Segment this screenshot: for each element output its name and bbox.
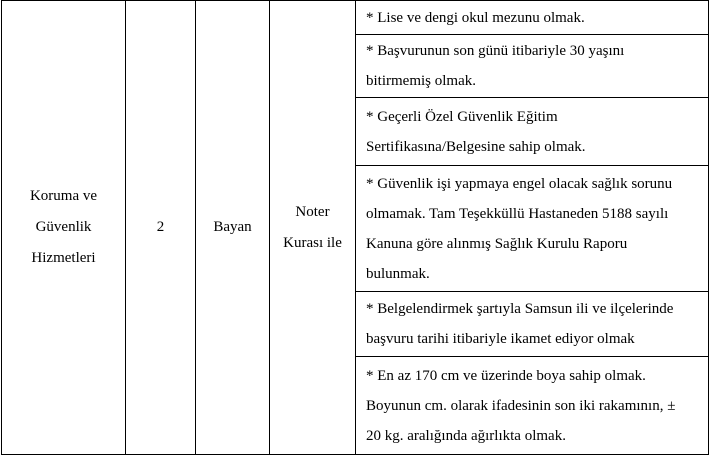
requirement-line: Kanuna göre alınmış Sağlık Kurulu Raporu [366,235,628,252]
position-line: Güvenlik [35,219,92,235]
requirement-cell [356,35,709,98]
requirements-table [1,0,709,455]
requirement-cell [356,1,709,35]
requirement-line: 20 kg. aralığında ağırlıkta olmak. [366,427,566,444]
requirement-line: olmamak. Tam Teşekküllü Hastaneden 5188 sayılı [366,205,669,222]
method-line: Kurası ile [283,234,342,251]
method-cell [270,1,356,455]
count-value: 2 [156,219,165,235]
position-line: Koruma ve [29,188,98,204]
table-row [2,1,709,35]
requirement-line: * Başvurunun son günü itibariyle 30 yaşını [366,43,625,59]
requirement-cell [356,357,709,455]
requirement-line: * Belgelendirmek şartıyla Samsun ili ve ilçelerinde [366,301,674,317]
requirement-line: bulunmak. [366,265,430,282]
requirement-cell [356,166,709,292]
requirement-line: * En az 170 cm ve üzerinde boya sahip olmak. [366,367,646,384]
requirement-line: Sertifikasına/Belgesine sahip olmak. [366,138,586,155]
count-cell [126,1,196,455]
requirement-line: Boyunun cm. olarak ifadesinin son iki rakamının, ± [366,397,676,414]
requirement-line: başvuru tarihi itibariyle ikamet ediyor olmak [366,331,635,347]
gender-value: Bayan [213,219,252,235]
requirement-line: * Lise ve dengi okul mezunu olmak. [366,9,585,26]
requirement-line: * Güvenlik işi yapmaya engel olacak sağlık sorunu [366,175,673,192]
requirement-line: * Geçerli Özel Güvenlik Eğitim [366,108,558,125]
requirement-line: bitirmemiş olmak. [366,73,476,89]
method-line: Noter [295,203,330,220]
requirement-cell [356,292,709,357]
position-cell [2,1,126,455]
requirement-cell [356,98,709,166]
position-line: Hizmetleri [31,250,96,266]
gender-cell [196,1,270,455]
